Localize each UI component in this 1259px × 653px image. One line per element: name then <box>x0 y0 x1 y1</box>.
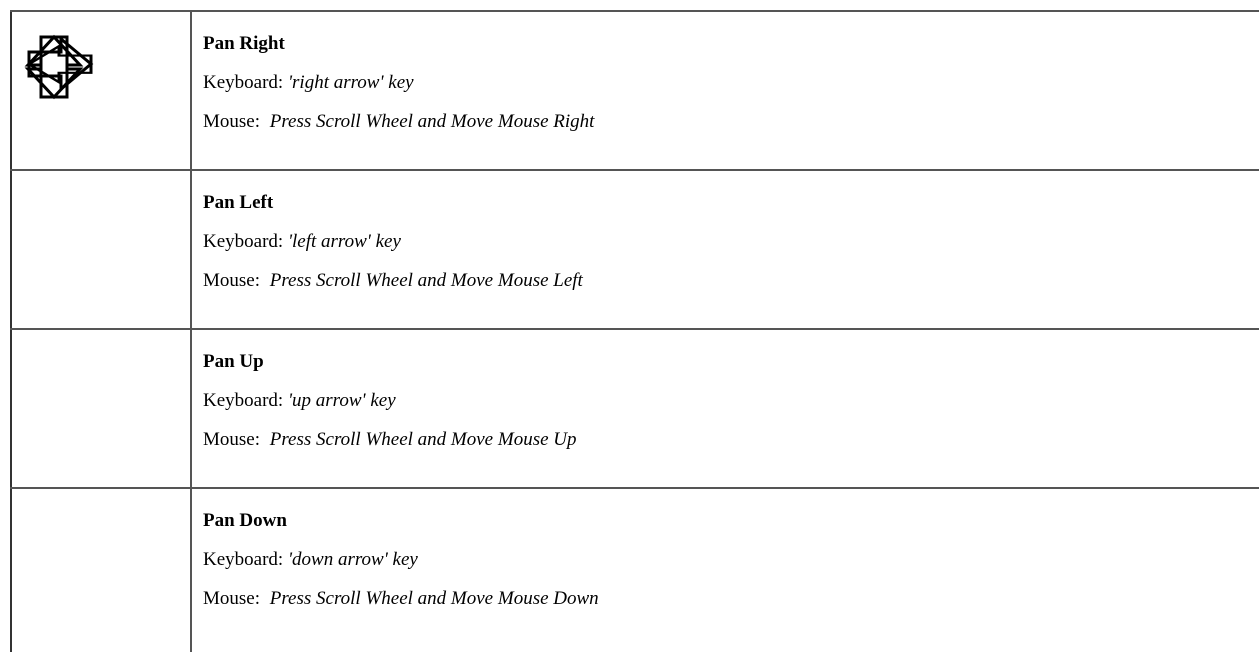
icon-cell <box>11 329 191 488</box>
keyboard-label: Keyboard: <box>203 390 284 411</box>
keyboard-value: 'up arrow' key <box>287 390 396 411</box>
keyboard-shortcut <box>203 390 1259 412</box>
arrow-down-icon <box>19 33 89 103</box>
mouse-shortcut <box>203 429 1259 451</box>
keyboard-shortcut <box>203 549 1259 571</box>
icon-cell <box>11 488 191 652</box>
mouse-shortcut <box>203 270 1259 292</box>
mouse-value: Press Scroll Wheel and Move Mouse Right <box>269 111 595 132</box>
keyboard-value: 'down arrow' key <box>287 549 418 570</box>
entry-title: Pan Left <box>203 192 274 213</box>
entry-title: Pan Down <box>203 510 287 531</box>
table-row <box>11 11 1259 170</box>
keyboard-value: 'left arrow' key <box>287 231 401 252</box>
mouse-value: Press Scroll Wheel and Move Mouse Up <box>269 429 577 450</box>
keyboard-shortcut <box>203 72 1259 94</box>
description-cell <box>191 329 1259 488</box>
description-cell <box>191 170 1259 329</box>
keyboard-shortcut <box>203 231 1259 253</box>
pan-controls-table <box>10 10 1259 652</box>
mouse-label: Mouse: <box>203 429 260 450</box>
keyboard-label: Keyboard: <box>203 549 284 570</box>
table-row <box>11 170 1259 329</box>
mouse-label: Mouse: <box>203 270 260 291</box>
description-cell <box>191 11 1259 170</box>
mouse-shortcut <box>203 588 1259 610</box>
keyboard-value: 'right arrow' key <box>287 72 414 93</box>
mouse-label: Mouse: <box>203 111 260 132</box>
keyboard-label: Keyboard: <box>203 72 284 93</box>
mouse-value: Press Scroll Wheel and Move Mouse Left <box>269 270 583 291</box>
icon-cell <box>11 170 191 329</box>
mouse-value: Press Scroll Wheel and Move Mouse Down <box>269 588 599 609</box>
entry-title: Pan Up <box>203 351 264 372</box>
table-row <box>11 329 1259 488</box>
table-row <box>11 488 1259 652</box>
keyboard-label: Keyboard: <box>203 231 284 252</box>
description-cell <box>191 488 1259 652</box>
entry-title: Pan Right <box>203 33 285 54</box>
mouse-label: Mouse: <box>203 588 260 609</box>
mouse-shortcut <box>203 111 1259 133</box>
